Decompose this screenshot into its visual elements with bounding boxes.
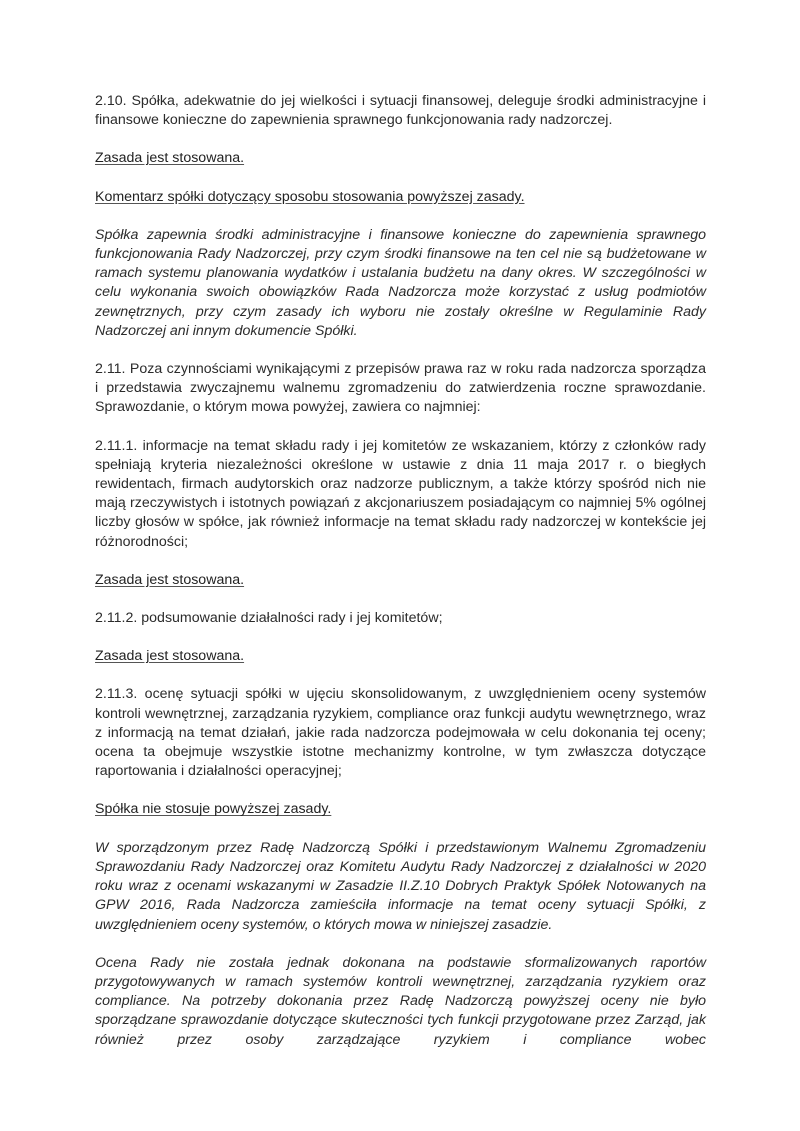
principle-2-11-3: 2.11.3. ocenę sytuacji spółki w ujęciu skonsolidowanym, z uwzględnieniem oceny systemów kontroli wewnętrznej, zarządzania ryzykiem, compliance oraz funkcji audytu wewnętrznego, wraz z informacją na temat działań, jakie rada nadzorcza podejmowała w celu dokonania tej oceny; ocena ta obejmuje wszystkie istotne mechanizmy kontrolne, w tym zwłaszcza dotyczące raportowania i działalności operacyjnej; [95, 686, 706, 780]
status-2-11-3: Spółka nie stosuje powyższej zasady. [95, 801, 332, 818]
comment-2-11-3-paragraph-1: W sporządzonym przez Radę Nadzorczą Spółki i przedstawionym Walnemu Zgromadzeniu Sprawozdaniu Rady Nadzorczej oraz Komitetu Audytu Rady Nadzorczej z działalności w 2020 roku wraz z ocenami wskazanymi w Zasadzie II.Z.10 Dobrych Praktyk Spółek Notowanych na GPW 2016, Rada Nadzorcza zamieściła informacje na temat oceny sytuacji Spółki, z uwzględnieniem oceny systemów, o których mowa w niniejszej zasadzie. [95, 839, 706, 933]
comment-2-11-3-paragraph-2: Ocena Rady nie została jednak dokonana na podstawie sformalizowanych raportów przygotowywanych w ramach systemów kontroli wewnętrznej, zarządzania ryzykiem oraz compliance. Na potrzeby dokonania przez Radę Nadzorczą powyższej oceny nie było sporządzane sprawozdanie dotyczące skuteczności tych funkcji przygotowane przez Zarząd, jak również przez osoby zarządzające ryzykiem i compliance wobec [95, 954, 706, 1048]
status-2-11-2: Zasada jest stosowana. [95, 648, 245, 665]
principle-2-10: 2.10. Spółka, adekwatnie do jej wielkości i sytuacji finansowej, deleguje środki administracyjne i finansowe konieczne do zapewnienia sprawnego funkcjonowania rady nadzorczej. [95, 93, 706, 129]
comment-2-10: Spółka zapewnia środki administracyjne i finansowe konieczne do zapewnienia sprawnego funkcjonowania Rady Nadzorczej, przy czym środki finansowe na ten cel nie są budżetowane w ramach systemu planowania wydatków i ustalania budżetu na dany okres. W szczególności w celu wykonania swoich obowiązków Rada Nadzorcza może korzystać z usług podmiotów zewnętrznych, przy czym zasady ich wyboru nie zostały określne w Regulaminie Rady Nadzorczej ani innym dokumencie Spółki. [95, 226, 706, 339]
principle-2-11-1: 2.11.1. informacje na temat składu rady i jej komitetów ze wskazaniem, którzy z członków rady spełniają kryteria niezależności określone w ustawie z dnia 11 maja 2017 r. o biegłych rewidentach, firmach audytorskich oraz nadzorze publicznym, a także którzy spośród nich nie mają rzeczywistych i istotnych powiązań z akcjonariuszem posiadającym co najmniej 5% ogólnej liczby głosów w spółce, jak również informacje na temat składu rady nadzorczej w kontekście jej różnorodności; [95, 437, 706, 550]
status-2-10: Zasada jest stosowana. [95, 150, 245, 167]
principle-2-11-2: 2.11.2. podsumowanie działalności rady i jej komitetów; [95, 610, 443, 627]
document-page [95, 92, 706, 1069]
comment-heading-2-10: Komentarz spółki dotyczący sposobu stosowania powyższej zasady. [95, 188, 525, 205]
status-2-11-1: Zasada jest stosowana. [95, 571, 245, 588]
principle-2-11: 2.11. Poza czynnościami wynikającymi z przepisów prawa raz w roku rada nadzorcza sporządza i przedstawia zwyczajnemu walnemu zgromadzeniu do zatwierdzenia roczne sprawozdanie. Sprawozdanie, o którym mowa powyżej, zawiera co najmniej: [95, 361, 706, 416]
